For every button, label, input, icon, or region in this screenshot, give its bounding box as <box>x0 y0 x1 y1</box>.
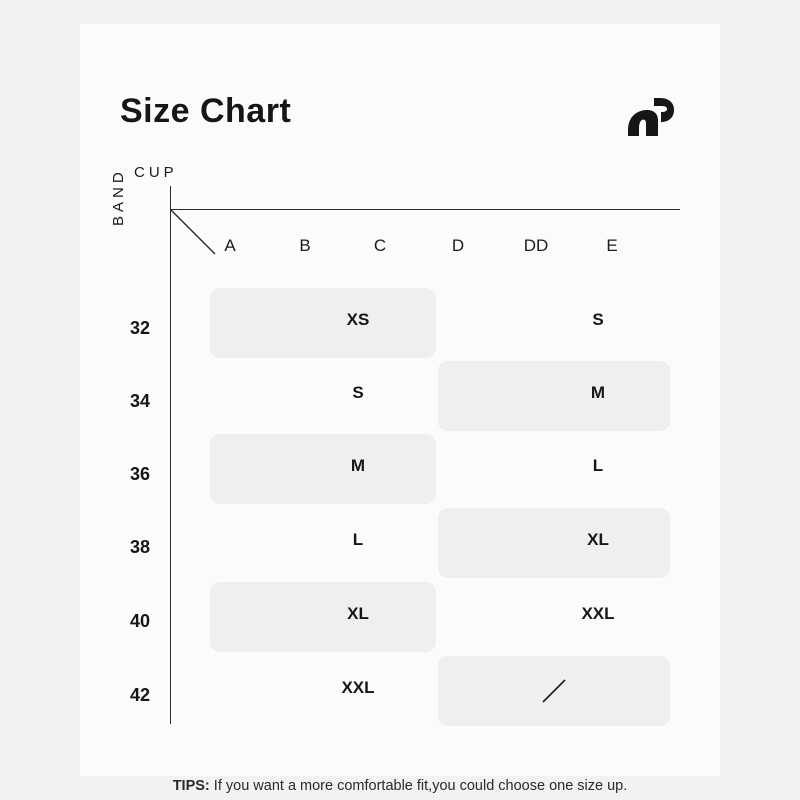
row-header-36: 36 <box>129 464 151 484</box>
cell-label-32-abc: XS <box>346 310 370 329</box>
column-header-d: D <box>451 236 465 255</box>
tips-note <box>120 778 680 794</box>
cell-label-32-dde: S <box>592 310 604 329</box>
cell-label-38-abc: L <box>352 530 364 549</box>
cell-label-34-dde: M <box>590 383 606 402</box>
cell-label-40-abc: XL <box>347 604 369 623</box>
column-header-c: C <box>373 236 387 255</box>
page-title: Size Chart <box>120 92 292 130</box>
unavailable-slash-icon <box>540 677 568 705</box>
cup-axis-label: CUP <box>134 164 178 181</box>
tips-label: TIPS: <box>172 778 210 794</box>
cell-label-42-abc: XXL <box>341 678 375 697</box>
size-chart-card <box>80 24 720 794</box>
size-chart-grid <box>110 164 680 794</box>
row-header-34: 34 <box>129 391 151 411</box>
cell-label-34-abc: S <box>352 383 364 402</box>
row-header-38: 38 <box>129 537 151 557</box>
column-header-b: B <box>299 236 311 255</box>
band-axis-label: BAND <box>110 168 127 226</box>
row-header-40: 40 <box>129 611 151 631</box>
row-header-42: 42 <box>129 685 151 705</box>
column-header-a: A <box>224 236 236 255</box>
vertical-axis-line <box>170 186 171 724</box>
row-header-32: 32 <box>129 318 151 338</box>
cell-label-38-dde: XL <box>587 530 609 549</box>
cell-label-40-dde: XXL <box>581 604 615 623</box>
cell-label-36-abc: M <box>350 456 366 475</box>
brand-logo-icon <box>624 90 680 144</box>
tips-text: If you want a more comfortable fit,you could choose one size up. <box>209 778 628 794</box>
column-header-e: E <box>606 236 618 255</box>
card-header <box>120 92 680 152</box>
cell-label-36-dde: L <box>592 456 604 475</box>
horizontal-axis-line <box>170 209 680 210</box>
column-header-dd: DD <box>523 236 549 255</box>
